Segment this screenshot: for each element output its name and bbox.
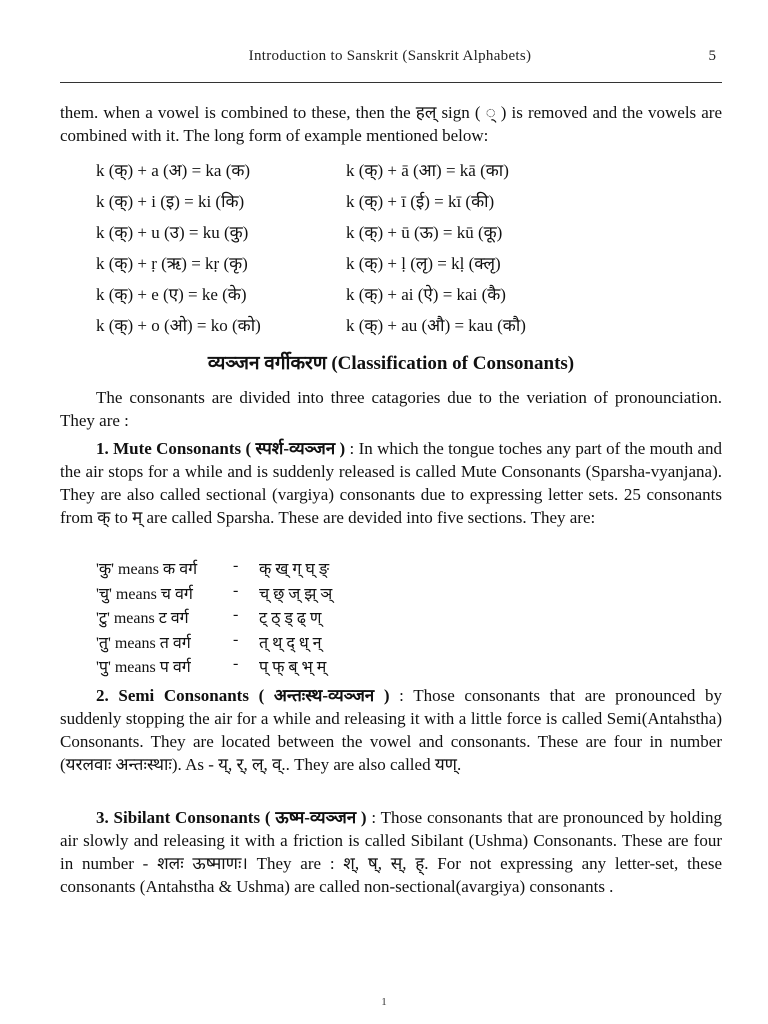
example-row	[96, 158, 596, 189]
varga-label: 'चु' means च वर्ग	[96, 585, 193, 603]
header-page-number: 5	[708, 48, 716, 64]
varga-letters: प् फ् ब् भ् म्	[259, 659, 327, 676]
varga-letters: त् थ् द् ध् न्	[259, 634, 322, 652]
mute-consonants-text: : In which the tongue toches any part of the mouth and the air stops for a while and is suddenly released is called Mute Consonants (Sparsha-vyanjana). They are also called sectional (vargiya) consonants due to expressing letter sets. 25 consonants from क् to म् are called Sparsha. These are devided into five sections. They are:	[60, 439, 722, 527]
example-row	[96, 220, 596, 251]
varga-label: 'कु' means क वर्ग	[96, 561, 198, 578]
varga-row	[96, 582, 496, 607]
example-left: k (क्) + o (ओ) = ko (को)	[96, 316, 261, 335]
example-right: k (क्) + ā (आ) = kā (का)	[346, 161, 509, 180]
varga-dash: -	[233, 655, 239, 672]
example-row	[96, 313, 596, 344]
varga-letters: क् ख् ग् घ् ङ्	[259, 561, 330, 578]
example-left: k (क्) + ṛ (ऋ) = kṛ (कृ)	[96, 254, 248, 273]
varga-label: 'पु' means प वर्ग	[96, 659, 191, 676]
sibilant-consonants-paragraph	[60, 806, 722, 898]
footer-page-mark: 1	[381, 996, 387, 1008]
mute-consonants-paragraph	[60, 437, 722, 529]
vowel-combination-examples	[96, 158, 596, 344]
example-row	[96, 282, 596, 313]
example-left: k (क्) + a (अ) = ka (क)	[96, 161, 251, 180]
varga-dash: -	[233, 606, 239, 623]
example-left: k (क्) + i (इ) = ki (कि)	[96, 192, 245, 211]
example-row	[96, 189, 596, 220]
example-right: k (क्) + ai (ऐ) = kai (कै)	[346, 285, 506, 304]
example-left: k (क्) + u (उ) = ku (कु)	[96, 223, 249, 242]
varga-row	[96, 631, 496, 656]
varga-row	[96, 557, 496, 582]
varga-letters: ट् ठ् ड् ढ् ण्	[259, 610, 322, 627]
header-rule	[60, 82, 722, 83]
varga-row	[96, 606, 496, 631]
example-right: k (क्) + ḷ (लृ) = kḷ (क्लृ)	[346, 254, 501, 273]
varga-row	[96, 655, 496, 680]
classification-intro: The consonants are divided into three catagories due to the veriation of pronounciation. They are :	[60, 388, 722, 430]
varga-list	[96, 557, 496, 680]
example-right: k (क्) + au (औ) = kau (कौ)	[346, 316, 526, 335]
example-right: k (क्) + ū (ऊ) = kū (कू)	[346, 223, 503, 242]
varga-label: 'तु' means त वर्ग	[96, 634, 191, 652]
intro-paragraph: them. when a vowel is combined to these, then the हल् sign ( ् ) is removed and the vowels are combined with it. The long form of example mentioned below:	[60, 103, 722, 145]
varga-dash: -	[233, 557, 239, 574]
mute-consonants-heading: 1. Mute Consonants ( स्पर्श-व्यञ्जन )	[96, 439, 346, 458]
varga-dash: -	[233, 630, 239, 648]
example-right: k (क्) + ī (ई) = kī (की)	[346, 192, 495, 211]
varga-label: 'टु' means ट वर्ग	[96, 610, 189, 627]
varga-letters: च् छ् ज् झ् ञ्	[259, 585, 333, 603]
example-row	[96, 251, 596, 282]
semi-consonants-heading: 2. Semi Consonants ( अन्तःस्थ-व्यञ्जन )	[96, 686, 390, 705]
sibilant-consonants-text: : Those consonants that are pronounced by holding air slowly and releasing it with a friction is called Sibilant (Ushma) Consonants. These are four in number - शलः ऊष्माणः। They are : श्, ष्, स्, ह्. For not expressing any letter-set, these consonants (Antahstha & Ushma) are called non-sectional(avargiya) consonants .	[60, 808, 722, 896]
header-title: Introduction to Sanskrit (Sanskrit Alphabets)	[248, 48, 532, 64]
semi-consonants-paragraph	[60, 684, 722, 776]
sibilant-consonants-heading: 3. Sibilant Consonants ( ऊष्म-व्यञ्जन )	[96, 808, 367, 827]
example-left: k (क्) + e (ए) = ke (के)	[96, 285, 247, 304]
section-heading: व्यञ्जन वर्गीकरण (Classification of Consonants)	[207, 353, 575, 374]
varga-dash: -	[233, 581, 239, 599]
running-header	[60, 48, 720, 70]
semi-consonants-text: : Those consonants that are pronounced by suddenly stopping the air for a while and releasing it with a little force is called Semi(Antahstha) Consonants. They are located between the vowel and consonants. These are four in number (यरलवाः अन्तःस्थाः). As - य्, र्, ल्, व्.. They are also called यण्.	[60, 686, 722, 774]
